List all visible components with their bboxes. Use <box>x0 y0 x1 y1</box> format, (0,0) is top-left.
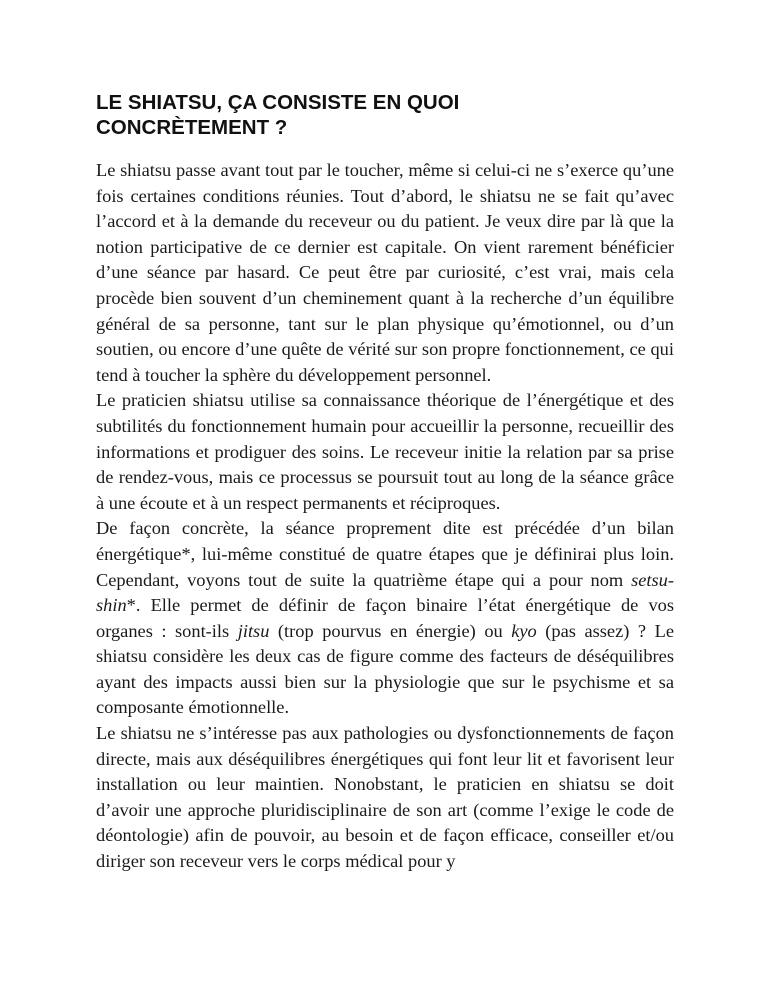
paragraph-2: Le praticien shiatsu utilise sa connaissance théorique de l’énergétique et des subtilités du fonctionnement humain pour accueillir la personne, recueillir des informations et prodiguer des soins. Le receveur initie la relation par sa prise de rendez-vous, mais ce processus se poursuit tout au long de la séance grâce à une écoute et à un respect permanents et réciproques. <box>96 390 674 513</box>
title-line-2: CONCRÈTEMENT ? <box>96 116 288 139</box>
term-kyo: kyo <box>511 620 537 641</box>
paragraph-3-text-e: (trop pourvus en énergie) ou <box>269 620 512 641</box>
paragraph-1: Le shiatsu passe avant tout par le toucher, même si celui-ci ne s’exerce qu’une fois certaines conditions réunies. Tout d’abord, le shiatsu ne se fait qu’avec l’accord et à la demande du receveur ou du patient. Je veux dire par là que la notion participative de ce dernier est capitale. On vient rarement bénéficier d’une séance par hasard. Ce peut être par curiosité, c’est vrai, mais cela procède bien souvent d’un cheminement quant à la recherche d’un équilibre général de sa personne, tant sur le plan physique qu’émotionnel, ou d’un soutien, ou encore d’une quête de vérité sur son propre fonctionnement, ce qui tend à toucher la sphère du développement personnel. <box>96 160 674 385</box>
page-title <box>96 90 674 140</box>
paragraph-3-text-a: De façon concrète, la séance proprement dite est précédée d’un bilan énergétique*, lui-même constitué de quatre étapes que je définirai plus loin. Cependant, voyons tout de suite la quatrième étape qui a pour nom <box>96 518 674 590</box>
title-line-1: LE SHIATSU, ÇA CONSISTE EN QUOI <box>96 91 460 114</box>
term-setsu-shin: setsu-shin <box>96 569 674 616</box>
paragraph-3-text-g: (pas assez) ? Le shiatsu considère les deux cas de figure comme des facteurs de déséquilibres ayant des impacts aussi bien sur la physiologie que sur le psychisme et sa composante émotionnelle. <box>96 620 675 718</box>
document-page <box>96 90 674 875</box>
paragraph-4: Le shiatsu ne s’intéresse pas aux pathologies ou dysfonctionnements de façon directe, mais aux déséquilibres énergétiques qui font leur lit et favorisent leur installation ou leur maintien. Nonobstant, le praticien en shiatsu se doit d’avoir une approche pluridisciplinaire de son art (comme l’exige le code de déontologie) afin de pouvoir, au besoin et de façon efficace, conseiller et/ou diriger son receveur vers le corps médical pour y <box>96 723 674 872</box>
term-jitsu: jitsu <box>237 620 270 641</box>
paragraph-3-text-c: *. Elle permet de définir de façon binaire l’état énergétique de vos organes : sont-ils <box>96 595 674 641</box>
paragraph-3 <box>96 516 674 721</box>
